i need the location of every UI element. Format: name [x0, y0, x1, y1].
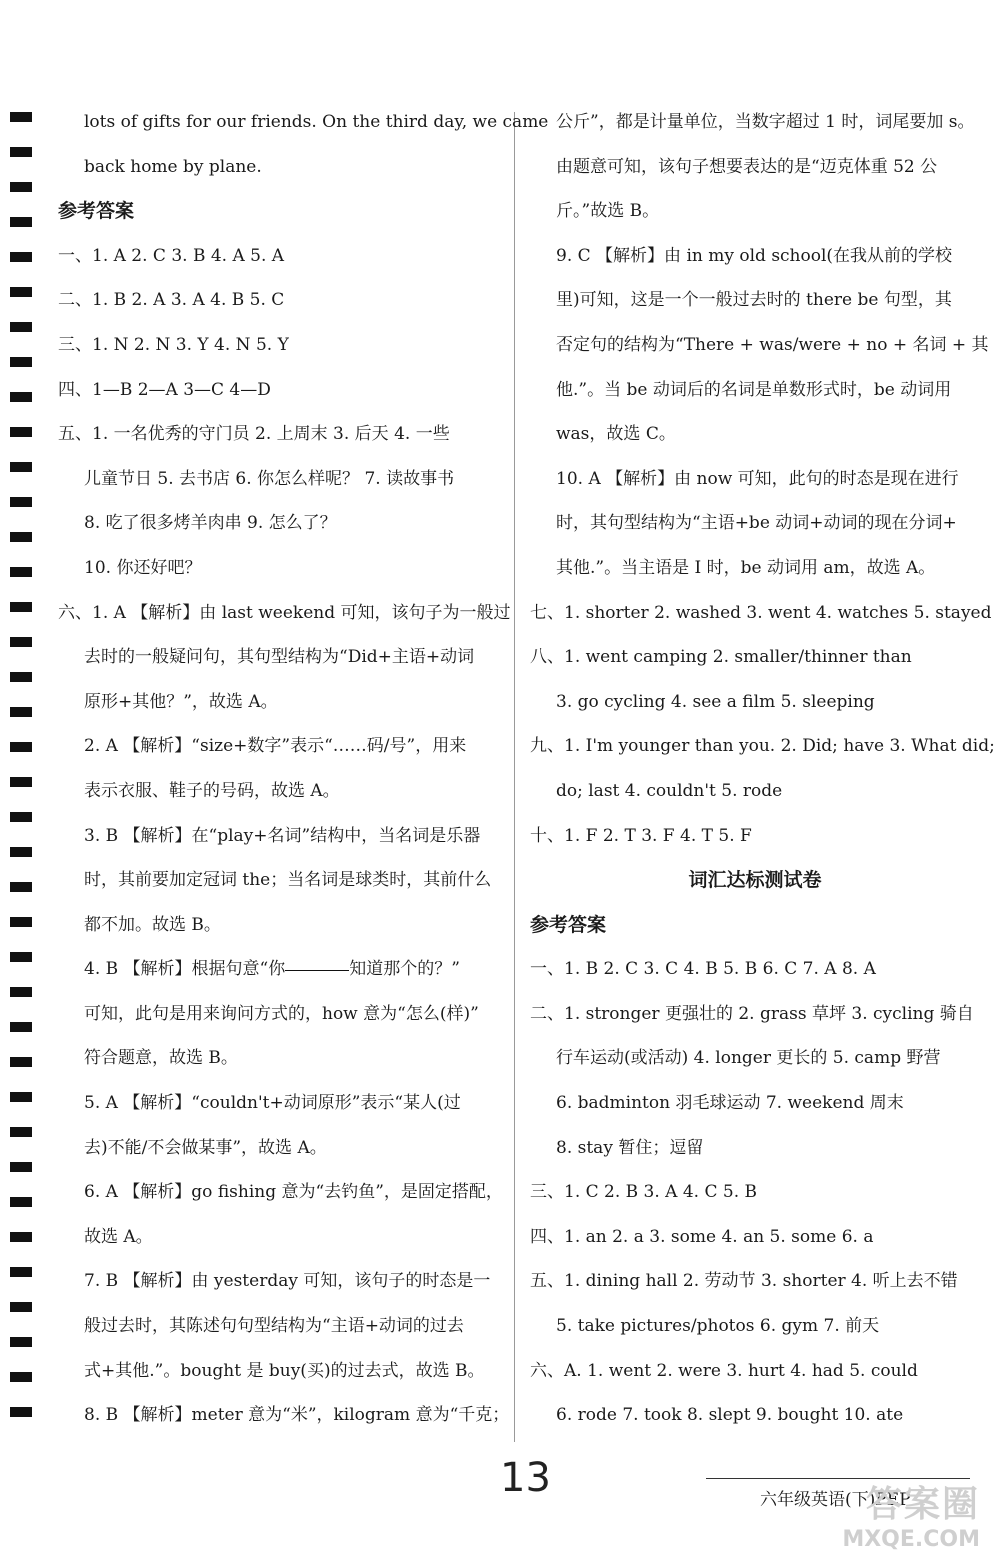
watermark-logo: 答案圈: [865, 1484, 980, 1525]
answer-line: 他.”。当 be 动词后的名词是单数形式时，be 动词用: [556, 379, 952, 400]
watermark: [842, 1476, 980, 1552]
answer-line: 三、1. N 2. N 3. Y 4. N 5. Y: [58, 334, 289, 355]
section-heading: 参考答案: [530, 913, 607, 936]
answer-line: 儿童节日 5. 去书店 6. 你怎么样呢？ 7. 读故事书: [84, 468, 455, 489]
answer-line: 都不加。故选 B。: [84, 914, 221, 935]
answer-line: 7. B 【解析】由 yesterday 可知，该句子的时态是一: [84, 1271, 491, 1292]
answer-line: 二、1. B 2. A 3. A 4. B 5. C: [58, 290, 285, 311]
answer-line: do; last 4. couldn't 5. rode: [556, 780, 783, 801]
answer-line: 行车运动(或活动) 4. longer 更长的 5. camp 野营: [556, 1048, 941, 1069]
answer-line: 8. 吃了很多烤羊肉串 9. 怎么了？: [84, 513, 337, 534]
footer-label: 六年级英语(下)PEP: [760, 1490, 911, 1510]
column-divider: [514, 112, 515, 1442]
answer-line: 10. A 【解析】由 now 可知，此句的时态是现在进行: [556, 468, 959, 489]
answer-line: 六、A. 1. went 2. were 3. hurt 4. had 5. could: [530, 1360, 918, 1381]
right-column: [530, 100, 995, 1438]
answer-line: 二、1. stronger 更强壮的 2. grass 草坪 3. cycling 骑自: [530, 1003, 974, 1024]
fill-blank: [285, 969, 349, 971]
answer-line: 一、1. A 2. C 3. B 4. A 5. A: [58, 245, 285, 266]
answer-line: 可知，此句是用来询问方式的，how 意为“怎么(样)”: [84, 1003, 479, 1024]
answer-line: 般过去时，其陈述句句型结构为“主语+动词的过去: [84, 1316, 464, 1337]
answer-line: 6. rode 7. took 8. slept 9. bought 10. ate: [556, 1405, 904, 1426]
answer-text: 4. B 【解析】根据句意“你: [84, 959, 286, 980]
answer-line: 公斤”，都是计量单位，当数字超过 1 时，词尾要加 s。: [556, 112, 975, 132]
answer-line: 五、1. dining hall 2. 劳动节 3. shorter 4. 听上去不错: [530, 1271, 958, 1292]
answer-line: 否定句的结构为“There + was/were + no + 名词 + 其: [556, 334, 989, 355]
answer-line: 6. A 【解析】go fishing 意为“去钓鱼”，是固定搭配，: [84, 1182, 503, 1203]
answer-line: 3. go cycling 4. see a film 5. sleeping: [556, 691, 875, 712]
answer-line: 9. C 【解析】由 in my old school(在我从前的学校: [556, 245, 953, 266]
watermark-url: MXQE.COM: [842, 1527, 980, 1552]
answer-line: 里)可知，这是一个一般过去时的 there be 句型，其: [556, 290, 952, 311]
answer-line: 三、1. C 2. B 3. A 4. C 5. B: [530, 1182, 758, 1203]
answer-line: 表示衣服、鞋子的号码，故选 A。: [84, 780, 340, 801]
answer-line: 式+其他.”。bought 是 buy(买)的过去式，故选 B。: [84, 1360, 485, 1381]
test-title: 词汇达标测试卷: [688, 869, 822, 892]
answer-line: 一、1. B 2. C 3. C 4. B 5. B 6. C 7. A 8. A: [530, 959, 876, 980]
text-line: lots of gifts for our friends. On the third day, we came: [84, 112, 549, 132]
left-column: [58, 100, 549, 1438]
page-number: 13: [500, 1455, 551, 1501]
answer-line: 斤。”故选 B。: [556, 201, 660, 222]
section-heading: 参考答案: [58, 200, 135, 223]
answer-line: was，故选 C。: [556, 424, 676, 445]
answer-line: [58, 947, 508, 992]
answer-line: 6. badminton 羽毛球运动 7. weekend 周末: [556, 1093, 904, 1114]
answer-line: 5. take pictures/photos 6. gym 7. 前天: [556, 1316, 880, 1337]
answer-line: 5. A 【解析】“couldn't+动词原形”表示“某人(过: [84, 1093, 461, 1114]
answer-line: 故选 A。: [84, 1226, 153, 1247]
answer-line: 原形+其他？”，故选 A。: [84, 691, 278, 712]
answer-line: 时，其句型结构为“主语+be 动词+动词的现在分词+: [556, 513, 957, 534]
answer-line: 四、1—B 2—A 3—C 4—D: [58, 379, 271, 400]
answer-line: 8. stay 暂住；逗留: [556, 1137, 704, 1158]
answer-line: 九、1. I'm younger than you. 2. Did; have 3. What did;: [530, 736, 995, 757]
answer-line: 五、1. 一名优秀的守门员 2. 上周末 3. 后天 4. 一些: [58, 424, 450, 445]
answer-line: 十、1. F 2. T 3. F 4. T 5. F: [530, 825, 752, 846]
answer-text: 知道那个的？”: [349, 959, 460, 980]
answer-line: 八、1. went camping 2. smaller/thinner than: [530, 647, 912, 668]
answer-line: 去时的一般疑问句，其句型结构为“Did+主语+动词: [84, 647, 475, 668]
answer-line: 符合题意，故选 B。: [84, 1048, 238, 1069]
answer-line: 10. 你还好吧？: [84, 557, 202, 578]
answer-line: 2. A 【解析】“size+数字”表示“……码/号”，用来: [84, 736, 467, 757]
text-line: back home by plane.: [84, 156, 262, 177]
answer-line: 七、1. shorter 2. washed 3. went 4. watches 5. stayed: [530, 602, 992, 623]
answer-line: 8. B 【解析】meter 意为“米”，kilogram 意为“千克；: [84, 1405, 510, 1426]
answer-line: 其他.”。当主语是 I 时，be 动词用 am，故选 A。: [556, 557, 936, 578]
answer-line: 由题意可知，该句子想要表达的是“迈克体重 52 公: [556, 156, 938, 177]
answer-line: 时，其前要加定冠词 the；当名词是球类时，其前什么: [84, 870, 492, 891]
answer-line: 四、1. an 2. a 3. some 4. an 5. some 6. a: [530, 1226, 874, 1247]
answer-line: 3. B 【解析】在“play+名词”结构中，当名词是乐器: [84, 825, 481, 846]
answer-line: 六、1. A 【解析】由 last weekend 可知，该句子为一般过: [58, 602, 511, 623]
answer-line: 去)不能/不会做某事”，故选 A。: [84, 1137, 327, 1158]
